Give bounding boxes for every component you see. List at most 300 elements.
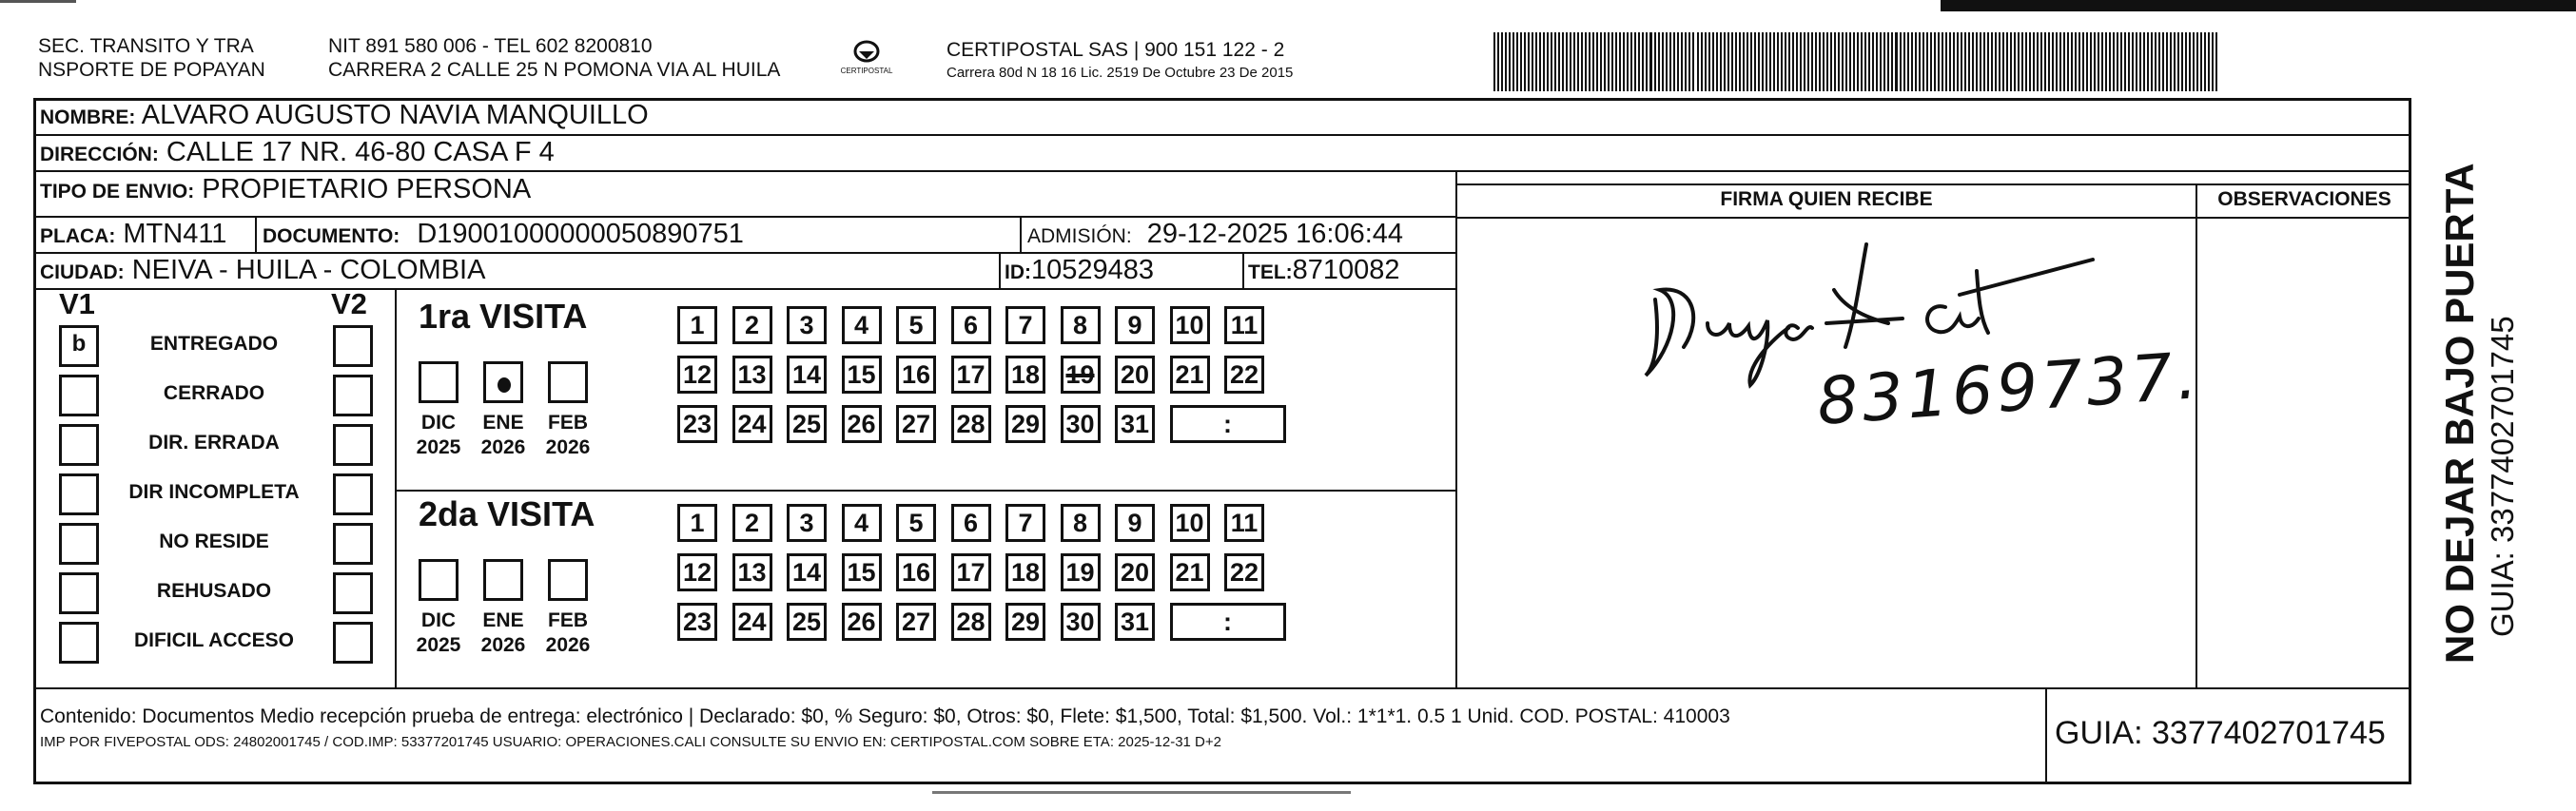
barcode-bar <box>1807 32 1809 91</box>
barcode-bar <box>1991 32 1993 91</box>
barcode-bar <box>1766 32 1767 91</box>
month-name: FEB <box>548 412 588 434</box>
barcode-bar <box>1754 32 1756 91</box>
day-box: 26 <box>842 603 882 641</box>
day-box: 14 <box>787 356 827 394</box>
day-box: 29 <box>1005 603 1045 641</box>
barcode-bar <box>2189 32 2191 91</box>
sender-line-1: SEC. TRANSITO Y TRA <box>38 35 254 57</box>
barcode-bar <box>2056 32 2058 91</box>
barcode-bar <box>2124 32 2126 91</box>
day-box: 24 <box>732 405 772 443</box>
observaciones-header: OBSERVACIONES <box>2217 188 2391 210</box>
barcode-bar <box>1758 32 1760 91</box>
month-checkbox <box>548 361 588 403</box>
month-name: ENE <box>482 412 524 434</box>
day-box: 2 <box>732 306 772 344</box>
day-box: 20 <box>1115 553 1155 591</box>
day-box: 17 <box>951 553 991 591</box>
barcode-bar <box>2098 32 2099 91</box>
tel-row <box>1248 254 1400 289</box>
second-visit-title: 2da VISITA <box>419 494 595 533</box>
barcode-bar <box>1747 32 1748 91</box>
v1-checkbox <box>59 424 99 466</box>
day-box: 21 <box>1170 553 1210 591</box>
barcode-bar <box>1815 32 1817 91</box>
barcode-bar <box>1592 32 1594 91</box>
barcode-bar <box>1972 32 1974 91</box>
status-option-label: NO RESIDE <box>159 531 269 552</box>
barcode-bar <box>1838 32 1840 91</box>
barcode-bar <box>1509 32 1511 91</box>
placa-label: PLACA: <box>40 225 116 247</box>
barcode-bar <box>2078 32 2080 91</box>
first-visit-title: 1ra VISITA <box>419 297 588 336</box>
barcode-bar <box>1788 32 1790 91</box>
month-label <box>474 608 533 658</box>
barcode-bar <box>1685 32 1687 91</box>
barcode-bar <box>2212 32 2214 91</box>
barcode-bar <box>2021 32 2023 91</box>
barcode-bar <box>2120 32 2122 91</box>
status-option-label: CERRADO <box>163 382 265 404</box>
address-line: CARRERA 2 CALLE 25 N POMONA VIA AL HUILA <box>328 59 781 81</box>
ciudad-value: NEIVA - HUILA - COLOMBIA <box>131 255 486 285</box>
barcode-bar <box>1535 32 1537 91</box>
day-box: 22 <box>1224 356 1264 394</box>
barcode-bar <box>2155 32 2156 91</box>
barcode-bar <box>1697 32 1699 91</box>
barcode-bar <box>2090 32 2092 91</box>
month-year: 2025 <box>416 634 461 656</box>
divider <box>1455 170 1457 689</box>
day-box: 7 <box>1005 306 1045 344</box>
barcode-bar <box>1642 32 1644 91</box>
barcode-bar <box>1673 32 1675 91</box>
barcode-bar <box>2204 32 2206 91</box>
barcode-bar <box>1762 32 1764 91</box>
month-label <box>409 608 468 658</box>
barcode-bar <box>2025 32 2027 91</box>
barcode-bar <box>1554 32 1556 91</box>
ciudad-row <box>40 254 485 289</box>
barcode-bar <box>2113 32 2115 91</box>
barcode-bar <box>2128 32 2130 91</box>
day-box: 31 <box>1115 405 1155 443</box>
barcode-bar <box>1785 32 1786 91</box>
day-box: 6 <box>951 306 991 344</box>
scan-edge <box>1941 0 2576 11</box>
barcode-bar <box>2200 32 2202 91</box>
barcode-bar <box>1600 32 1602 91</box>
logo-text: CERTIPOSTAL <box>840 67 893 75</box>
barcode-bar <box>1543 32 1545 91</box>
barcode-bar <box>1708 32 1710 91</box>
barcode-bar <box>1903 32 1905 91</box>
nombre-row <box>40 99 649 134</box>
barcode-bar <box>2063 32 2065 91</box>
month-checkbox <box>419 559 459 601</box>
barcode-bar <box>1608 32 1610 91</box>
barcode-bar <box>1849 32 1851 91</box>
day-box: 1 <box>677 306 717 344</box>
day-box: 25 <box>787 405 827 443</box>
barcode-bar <box>1566 32 1568 91</box>
barcode-bar <box>2037 32 2039 91</box>
barcode-bar <box>1819 32 1821 91</box>
barcode-bar <box>1868 32 1870 91</box>
barcode-bar <box>1926 32 1928 91</box>
barcode-bar <box>1701 32 1703 91</box>
barcode-bar <box>2101 32 2103 91</box>
month-label <box>538 411 597 460</box>
divider <box>1455 217 2411 219</box>
barcode-bar <box>1505 32 1507 91</box>
id-value: 10529483 <box>1031 255 1155 285</box>
v2-checkbox <box>333 424 373 466</box>
day-box: 18 <box>1005 553 1045 591</box>
day-box: 10 <box>1170 504 1210 542</box>
day-box: 31 <box>1115 603 1155 641</box>
barcode-bar <box>2006 32 2008 91</box>
month-year: 2026 <box>545 634 591 656</box>
day-box: 16 <box>896 553 936 591</box>
barcode-bar <box>1980 32 1981 91</box>
month-checkbox <box>419 361 459 403</box>
divider <box>395 288 397 687</box>
barcode-bar <box>1853 32 1855 91</box>
license-line: Carrera 80d N 18 16 Lic. 2519 De Octubre 23 De 2015 <box>946 65 1294 81</box>
barcode-bar <box>1570 32 1571 91</box>
barcode-bar <box>1769 32 1771 91</box>
barcode-bar <box>1864 32 1866 91</box>
barcode-bar <box>2071 32 2073 91</box>
barcode-bar <box>2132 32 2134 91</box>
divider <box>1020 216 1022 252</box>
barcode-bar <box>1895 32 1898 91</box>
barcode-bar <box>2105 32 2107 91</box>
barcode-bar <box>1857 32 1859 91</box>
barcode-bar <box>1922 32 1924 91</box>
v1-checkbox <box>59 523 99 565</box>
footer-content-line: Contenido: Documentos Medio recepción prueba de entrega: electrónico | Declarado: $0, % Seguro: $0, Otros: $0, Flete: $1,500, Total: $1,500. Vol.: 1*1*1. 0.5 1 Unid. COD. POSTAL: 410003 <box>40 705 1730 727</box>
barcode-bar <box>1961 32 1962 91</box>
day-box: 3 <box>787 306 827 344</box>
tel-label: TEL: <box>1248 261 1293 283</box>
barcode-bar <box>1792 32 1794 91</box>
v2-checkbox <box>333 375 373 416</box>
barcode-bar <box>2196 32 2198 91</box>
courier-line: CERTIPOSTAL SAS | 900 151 122 - 2 <box>946 39 1285 61</box>
day-box: 17 <box>951 356 991 394</box>
barcode-bar <box>1735 32 1737 91</box>
barcode-bar <box>1581 32 1583 91</box>
v2-checkbox <box>333 325 373 367</box>
day-box: 11 <box>1224 306 1264 344</box>
ciudad-label: CIUDAD: <box>40 261 125 283</box>
status-option-label: DIR INCOMPLETA <box>128 481 300 503</box>
barcode-bar <box>1796 32 1798 91</box>
barcode-bar <box>1842 32 1844 91</box>
barcode-bar <box>1880 32 1882 91</box>
barcode-bar <box>1577 32 1579 91</box>
v2-checkbox <box>333 572 373 614</box>
day-box: 15 <box>842 553 882 591</box>
day-box: 29 <box>1005 405 1045 443</box>
barcode-bar <box>1649 32 1652 91</box>
barcode-bar <box>1777 32 1779 91</box>
barcode-bar <box>1861 32 1863 91</box>
month-label <box>538 608 597 658</box>
barcode-bar <box>2166 32 2168 91</box>
barcode-bar <box>2109 32 2111 91</box>
day-box: 13 <box>732 553 772 591</box>
month-name: FEB <box>548 609 588 631</box>
month-year: 2026 <box>545 436 591 458</box>
barcode-bar <box>2059 32 2061 91</box>
v2-label: V2 <box>331 287 367 320</box>
barcode-bar <box>1524 32 1526 91</box>
barcode-bar <box>1596 32 1598 91</box>
day-box: 24 <box>732 603 772 641</box>
barcode-bar <box>1705 32 1707 91</box>
barcode-bar <box>1976 32 1978 91</box>
guia-vertical: GUIA: 3377402701745 <box>2485 316 2520 637</box>
month-label <box>474 411 533 460</box>
v1-checkbox <box>59 473 99 515</box>
divider <box>33 687 2411 689</box>
day-box: 15 <box>842 356 882 394</box>
barcode-bar <box>1688 32 1690 91</box>
barcode-bar <box>1547 32 1549 91</box>
barcode-bar <box>2136 32 2137 91</box>
barcode-bar <box>1619 32 1621 91</box>
barcode-bar <box>2010 32 2012 91</box>
barcode-bar <box>2170 32 2172 91</box>
barcode-bar <box>1630 32 1632 91</box>
day-box: 5 <box>896 306 936 344</box>
barcode-bar <box>2018 32 2020 91</box>
barcode-bar <box>1497 32 1499 91</box>
barcode-bar <box>2075 32 2077 91</box>
barcode-bar <box>1638 32 1640 91</box>
v1-checkbox <box>59 622 99 664</box>
barcode-bar <box>1957 32 1959 91</box>
no-dejar-bajo-puerta: NO DEJAR BAJO PUERTA <box>2437 163 2482 664</box>
sender-line-2: NSPORTE DE POPAYAN <box>38 59 265 81</box>
admision-row <box>1027 218 1403 253</box>
barcode-bar <box>2139 32 2141 91</box>
month-checkbox <box>548 559 588 601</box>
barcode-bar <box>1532 32 1533 91</box>
barcode-bar <box>1585 32 1587 91</box>
day-box: 28 <box>951 405 991 443</box>
month-label <box>409 411 468 460</box>
barcode-bar <box>1826 32 1828 91</box>
barcode-bar <box>1623 32 1625 91</box>
barcode-bar <box>1930 32 1932 91</box>
nombre-label: NOMBRE: <box>40 106 136 128</box>
day-box: 26 <box>842 405 882 443</box>
barcode-bar <box>2094 32 2096 91</box>
day-box: 10 <box>1170 306 1210 344</box>
barcode-bar <box>2174 32 2176 91</box>
barcode-bar <box>1604 32 1606 91</box>
v1-checkbox <box>59 375 99 416</box>
barcode-bar <box>1727 32 1729 91</box>
day-box: 5 <box>896 504 936 542</box>
admision-value: 29-12-2025 16:06:44 <box>1146 219 1404 249</box>
barcode-bar <box>1949 32 1951 91</box>
barcode-bar <box>1907 32 1909 91</box>
month-checkbox <box>483 361 523 403</box>
direccion-value: CALLE 17 NR. 46-80 CASA F 4 <box>166 137 555 167</box>
barcode-bar <box>1677 32 1679 91</box>
day-box: 9 <box>1115 306 1155 344</box>
barcode-bar <box>1627 32 1629 91</box>
footer-print-line: IMP POR FIVEPOSTAL ODS: 24802001745 / COD.IMP: 53377201745 USUARIO: OPERACIONES.CALI CONSULTE SU ENVIO EN: CERTIPOSTAL.COM SOBRE ETA: 2025-12-31 D+2 <box>40 734 1221 750</box>
footer-guia: GUIA: 3377402701745 <box>2055 715 2386 751</box>
barcode-bar <box>1634 32 1636 91</box>
barcode-bar <box>1915 32 1917 91</box>
certipostal-logo <box>833 38 900 82</box>
day-box: 4 <box>842 306 882 344</box>
barcode-bar <box>2143 32 2145 91</box>
day-box: 13 <box>732 356 772 394</box>
divider <box>1455 183 2411 185</box>
barcode-bar <box>1773 32 1775 91</box>
barcode-bar <box>1666 32 1668 91</box>
day-box: 11 <box>1224 504 1264 542</box>
barcode-bar <box>1804 32 1805 91</box>
day-box: 4 <box>842 504 882 542</box>
day-box: : <box>1170 603 1286 641</box>
barcode-bar <box>2033 32 2035 91</box>
status-option-label: DIFICIL ACCESO <box>133 629 294 651</box>
barcode-bar <box>1615 32 1617 91</box>
barcode-bar <box>2158 32 2160 91</box>
barcode-bar <box>1516 32 1518 91</box>
day-box: 8 <box>1061 504 1101 542</box>
day-box: 3 <box>787 504 827 542</box>
tipo-label: TIPO DE ENVIO: <box>40 181 195 203</box>
v1-label: V1 <box>59 287 95 320</box>
barcode-bar <box>2052 32 2054 91</box>
barcode-bar <box>1830 32 1832 91</box>
barcode-bar <box>1823 32 1825 91</box>
day-box: 18 <box>1005 356 1045 394</box>
id-row <box>1005 254 1154 289</box>
barcode-bar <box>1995 32 1997 91</box>
barcode-bar <box>1493 32 1495 91</box>
barcode-bar <box>2147 32 2149 91</box>
documento-row <box>263 218 744 253</box>
barcode-bar <box>1872 32 1874 91</box>
nombre-value: ALVARO AUGUSTO NAVIA MANQUILLO <box>141 100 649 130</box>
barcode-bar <box>1968 32 1970 91</box>
direccion-label: DIRECCIÓN: <box>40 144 159 165</box>
barcode-bar <box>1891 32 1893 91</box>
day-box: 25 <box>787 603 827 641</box>
barcode-bar <box>1681 32 1683 91</box>
barcode-bar <box>1919 32 1921 91</box>
day-box: 19 <box>1061 553 1101 591</box>
firma-header: FIRMA QUIEN RECIBE <box>1720 188 1933 210</box>
barcode-bar <box>1720 32 1722 91</box>
day-box: 2 <box>732 504 772 542</box>
day-box: 21 <box>1170 356 1210 394</box>
v1-checkbox: b <box>59 325 99 367</box>
barcode-bar <box>1938 32 1940 91</box>
barcode-bar <box>1800 32 1802 91</box>
barcode-bar <box>2067 32 2069 91</box>
barcode-bar <box>1528 32 1530 91</box>
v2-checkbox <box>333 523 373 565</box>
day-box: 23 <box>677 603 717 641</box>
barcode-bar <box>2029 32 2031 91</box>
scan-edge-left <box>0 0 76 3</box>
nit-line: NIT 891 580 006 - TEL 602 8200810 <box>328 35 653 57</box>
barcode <box>1493 32 2226 93</box>
barcode-bar <box>1876 32 1878 91</box>
signature-number: 83169737. <box>1814 338 2203 440</box>
status-option-label: DIR. ERRADA <box>148 432 280 454</box>
barcode-bar <box>1731 32 1733 91</box>
barcode-bar <box>1662 32 1664 91</box>
barcode-bar <box>1692 32 1694 91</box>
day-box: 30 <box>1061 603 1101 641</box>
barcode-bar <box>2215 32 2217 91</box>
barcode-bar <box>1911 32 1913 91</box>
placa-value: MTN411 <box>123 219 227 249</box>
barcode-bar <box>2208 32 2210 91</box>
barcode-bar <box>1887 32 1889 91</box>
barcode-bar <box>1724 32 1726 91</box>
v2-checkbox <box>333 473 373 515</box>
barcode-bar <box>2086 32 2088 91</box>
barcode-bar <box>1501 32 1503 91</box>
barcode-bar <box>1883 32 1885 91</box>
status-option-label: REHUSADO <box>156 580 272 602</box>
v1-checkbox <box>59 572 99 614</box>
barcode-bar <box>1654 32 1656 91</box>
direccion-row <box>40 136 555 171</box>
barcode-bar <box>1589 32 1590 91</box>
barcode-bar <box>2193 32 2195 91</box>
barcode-bar <box>1750 32 1752 91</box>
day-box: 19 <box>1061 356 1101 394</box>
day-box: 14 <box>787 553 827 591</box>
barcode-bar <box>1716 32 1718 91</box>
barcode-bar <box>1934 32 1936 91</box>
day-box: 23 <box>677 405 717 443</box>
tel-value: 8710082 <box>1292 255 1400 285</box>
divider <box>395 490 1455 492</box>
barcode-bar <box>2044 32 2046 91</box>
month-name: DIC <box>420 412 457 434</box>
id-label: ID: <box>1005 261 1031 283</box>
placa-row <box>40 218 226 253</box>
documento-value: D19001000000050890751 <box>417 219 744 249</box>
day-box: 20 <box>1115 356 1155 394</box>
barcode-bar <box>2014 32 2016 91</box>
barcode-bar <box>1964 32 1966 91</box>
month-name: ENE <box>482 609 524 631</box>
barcode-bar <box>1551 32 1552 91</box>
day-box: 8 <box>1061 306 1101 344</box>
barcode-bar <box>2177 32 2179 91</box>
barcode-bar <box>1834 32 1836 91</box>
